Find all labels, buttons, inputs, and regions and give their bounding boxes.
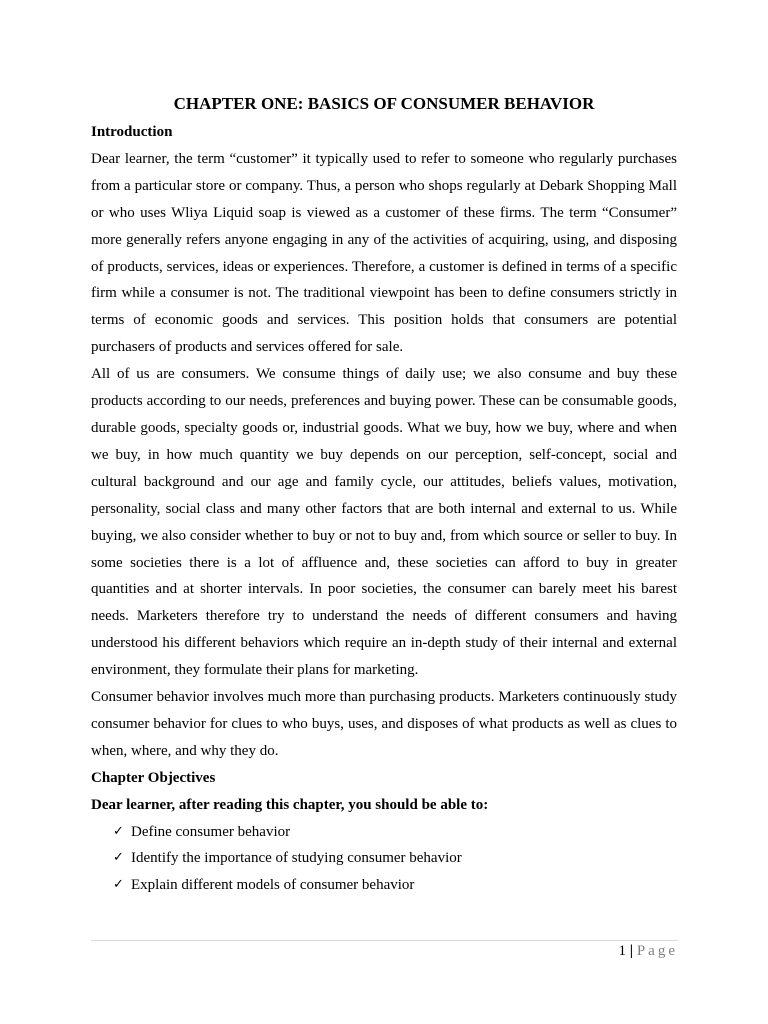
footer-divider: [91, 940, 678, 941]
introduction-heading: Introduction: [91, 124, 173, 140]
checkmark-icon: ✓: [113, 877, 124, 893]
page-label: Page: [636, 943, 678, 959]
list-item: [113, 819, 677, 846]
paragraph: Dear learner, the term “customer” it typically used to refer to someone who regularly purchases from a particular store or company. Thus, a person who shops regularly at Debark Shopping Mall or who uses Wliya Liquid soap is viewed as a customer of these firms. The term “Consumer” more generally refers anyone engaging in any of the activities of acquiring, using, and disposing of products, services, ideas or experiences. Therefore, a customer is defined in terms of a specific firm while a consumer is not. The traditional viewpoint has been to define consumers strictly in terms of economic goods and services. This position holds that consumers are potential purchasers of products and services offered for sale.: [91, 150, 677, 356]
footer-separator: |: [629, 943, 634, 959]
checkmark-icon: ✓: [113, 823, 124, 839]
objective-text: Define consumer behavior: [131, 823, 291, 840]
document-page: [91, 91, 677, 899]
page-footer: [619, 941, 678, 961]
objective-text: Identify the importance of studying consumer behavior: [131, 850, 462, 867]
objectives-heading: Chapter Objectives: [91, 769, 216, 786]
objectives-list: [91, 819, 677, 900]
list-item: [113, 845, 677, 872]
objective-text: Explain different models of consumer behavior: [131, 877, 415, 894]
paragraph: Consumer behavior involves much more than purchasing products. Marketers continuously study consumer behavior for clues to who buys, uses, and disposes of what products as well as clues to when, where, and why they do.: [91, 689, 677, 759]
chapter-title: CHAPTER ONE: BASICS OF CONSUMER BEHAVIOR: [173, 94, 595, 113]
page-number: 1: [618, 943, 627, 959]
checkmark-icon: ✓: [113, 850, 124, 866]
paragraph: All of us are consumers. We consume things of daily use; we also consume and buy these products according to our needs, preferences and buying power. These can be consumable goods, durable goods, specialty goods or, industrial goods. What we buy, how we buy, where and when we buy, in how much quantity we buy depends on our perception, self-concept, social and cultural background and our age and family cycle, our attitudes, beliefs values, motivation, personality, social class and many other factors that are both internal and external to us. While buying, we also consider whether to buy or not to buy and, from which source or seller to buy. In some societies there is a lot of affluence and, these societies can afford to buy in greater quantities and at shorter intervals. In poor societies, the consumer can barely meet his barest needs. Marketers therefore try to understand the needs of different consumers and having understood his different behaviors which require an in-depth study of their internal and external environment, they formulate their plans for marketing.: [91, 366, 677, 679]
list-item: [113, 872, 677, 899]
objectives-intro: Dear learner, after reading this chapter, you should be able to:: [91, 796, 489, 813]
